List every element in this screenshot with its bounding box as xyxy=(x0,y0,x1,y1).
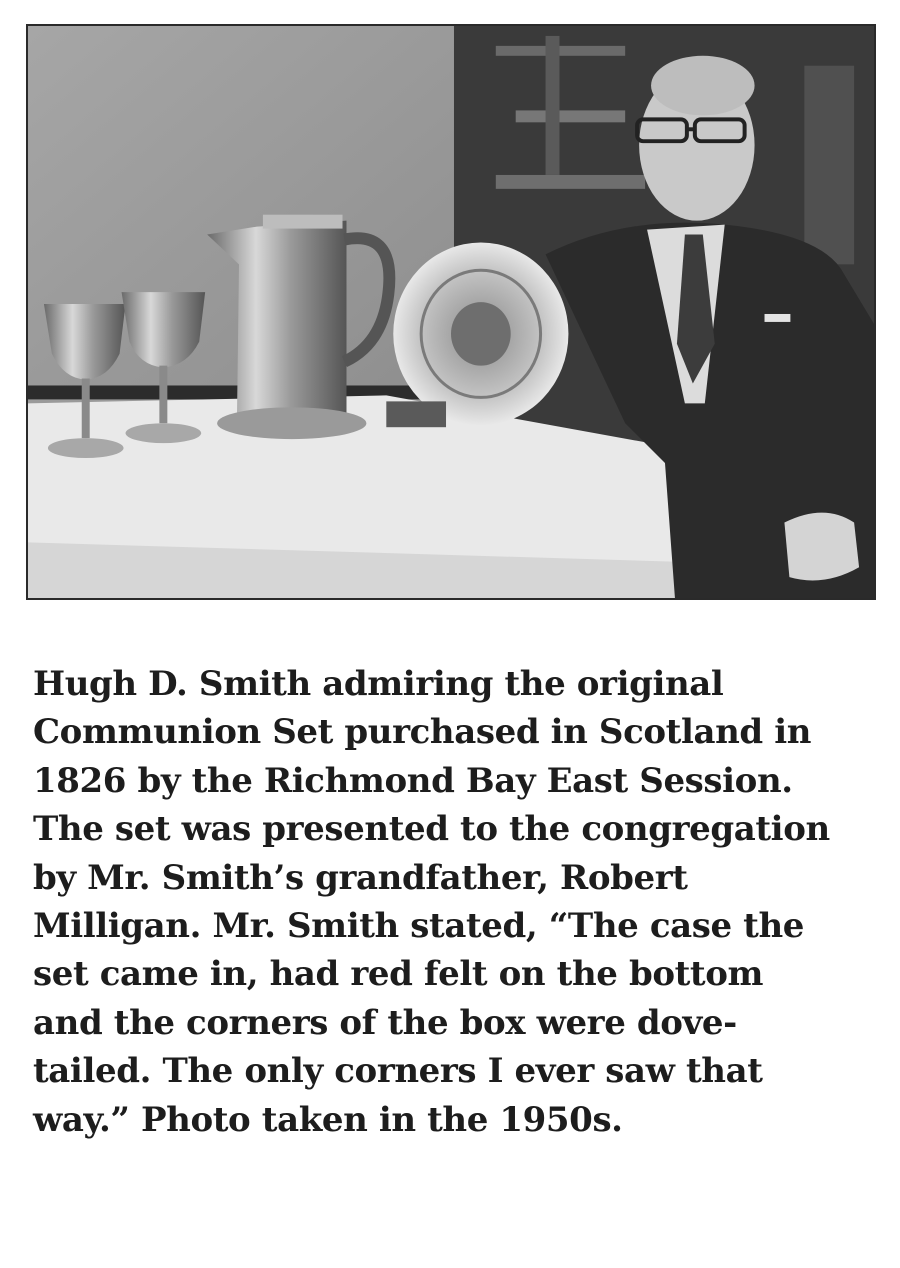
photo-caption xyxy=(33,660,878,1144)
caption-line: Communion Set purchased in Scotland in xyxy=(33,712,812,753)
communion-set-photo-illustration xyxy=(28,26,874,598)
caption-line: Milligan. Mr. Smith stated, “The case the xyxy=(33,906,805,947)
caption-line: and the corners of the box were dove- xyxy=(33,1002,737,1043)
caption-line: by Mr. Smith’s grandfather, Robert xyxy=(33,857,688,898)
caption-line: tailed. The only corners I ever saw that xyxy=(33,1051,763,1092)
caption-line: set came in, had red felt on the bottom xyxy=(33,954,764,995)
caption-line: Hugh D. Smith admiring the original xyxy=(33,664,724,704)
caption-line: The set was presented to the congregation xyxy=(33,809,830,850)
caption-line: 1826 by the Richmond Bay East Session. xyxy=(33,760,793,801)
caption-line: way.” Photo taken in the 1950s. xyxy=(33,1099,623,1140)
photo xyxy=(26,24,876,600)
